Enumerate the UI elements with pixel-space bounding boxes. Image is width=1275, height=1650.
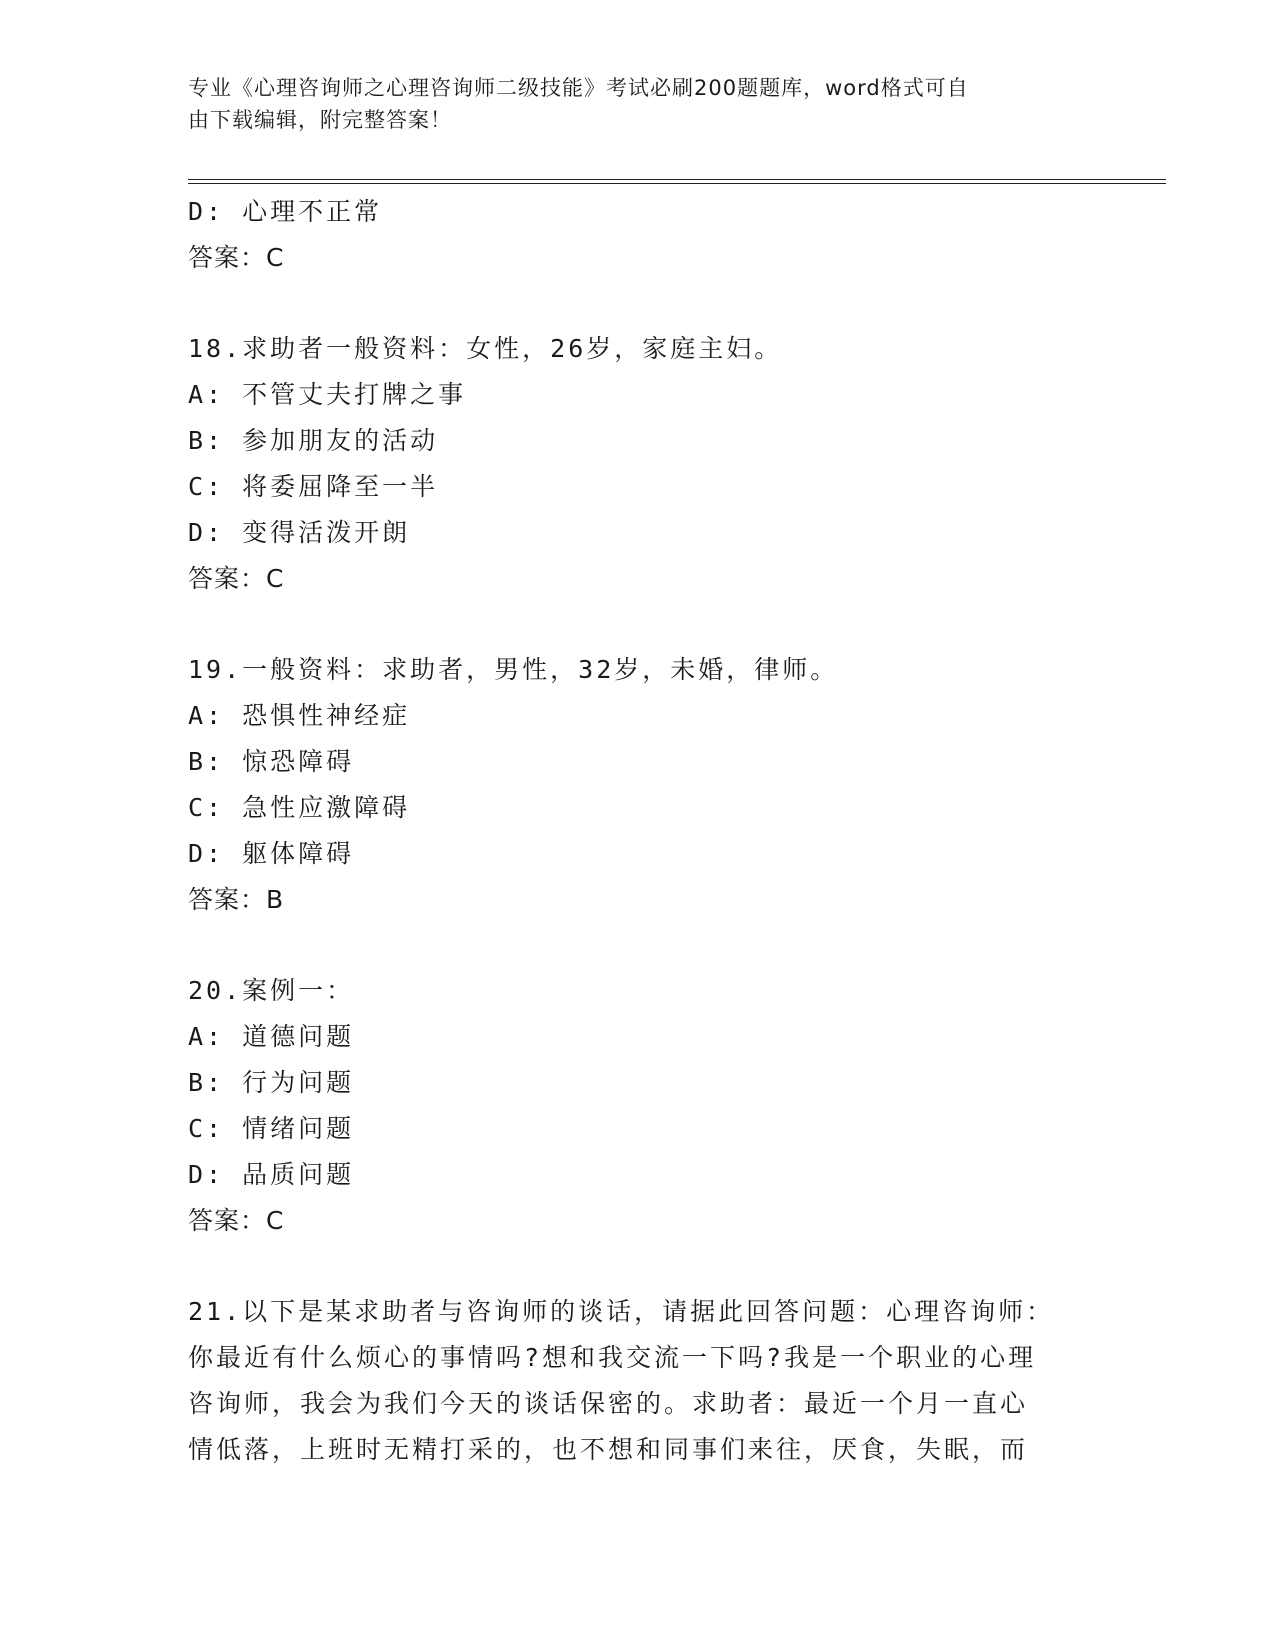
option-c: C: 将委屈降至一半 — [188, 472, 439, 501]
answer-label: 答案：B — [188, 885, 285, 914]
question-19 — [188, 647, 1068, 923]
header-rule-top — [188, 179, 1166, 180]
question-stem-line-1: 21.以下是某求助者与咨询师的谈话，请据此回答问题：心理咨询师： — [188, 1297, 1055, 1326]
question-18 — [188, 326, 1068, 602]
option-d: D: 躯体障碍 — [188, 839, 355, 868]
option-c: C: 急性应激障碍 — [188, 793, 411, 822]
option-b: B: 行为问题 — [188, 1068, 355, 1097]
option-b: B: 惊恐障碍 — [188, 747, 355, 776]
header-line-1: 专业《心理咨询师之心理咨询师二级技能》考试必刷200题题库，word格式可自 — [188, 76, 969, 100]
spacer — [188, 602, 1068, 647]
answer-label: 答案：C — [188, 1206, 285, 1235]
question-stem: 19.一般资料：求助者，男性，32岁，未婚，律师。 — [188, 655, 839, 684]
question-stem-line-3: 咨询师，我会为我们今天的谈话保密的。求助者：最近一个月一直心 — [188, 1389, 1029, 1418]
question-21 — [188, 1289, 1068, 1473]
option-a: A: 恐惧性神经症 — [188, 701, 411, 730]
header-line-2: 由下载编辑，附完整答案！ — [188, 108, 452, 132]
document-header — [188, 72, 1068, 136]
option-d: D: 品质问题 — [188, 1160, 355, 1189]
question-stem: 18.求助者一般资料：女性，26岁，家庭主妇。 — [188, 334, 783, 363]
answer-label: 答案：C — [188, 564, 285, 593]
question-stem-line-2: 你最近有什么烦心的事情吗?想和我交流一下吗?我是一个职业的心理 — [188, 1343, 1037, 1372]
question-stem: 20.案例一： — [188, 976, 355, 1005]
option-d: D: 变得活泼开朗 — [188, 518, 411, 547]
question-list — [188, 189, 1068, 1473]
answer-label: 答案：C — [188, 243, 285, 272]
option-d: D: 心理不正常 — [188, 197, 383, 226]
header-rule-bottom — [188, 183, 1166, 184]
option-a: A: 道德问题 — [188, 1022, 355, 1051]
spacer — [188, 281, 1068, 326]
spacer — [188, 1244, 1068, 1289]
spacer — [188, 923, 1068, 968]
option-b: B: 参加朋友的活动 — [188, 426, 439, 455]
question-17-tail — [188, 189, 1068, 281]
question-20 — [188, 968, 1068, 1244]
option-a: A: 不管丈夫打牌之事 — [188, 380, 467, 409]
question-stem-line-4: 情低落，上班时无精打采的，也不想和同事们来往，厌食，失眠，而 — [188, 1435, 1029, 1464]
option-c: C: 情绪问题 — [188, 1114, 355, 1143]
